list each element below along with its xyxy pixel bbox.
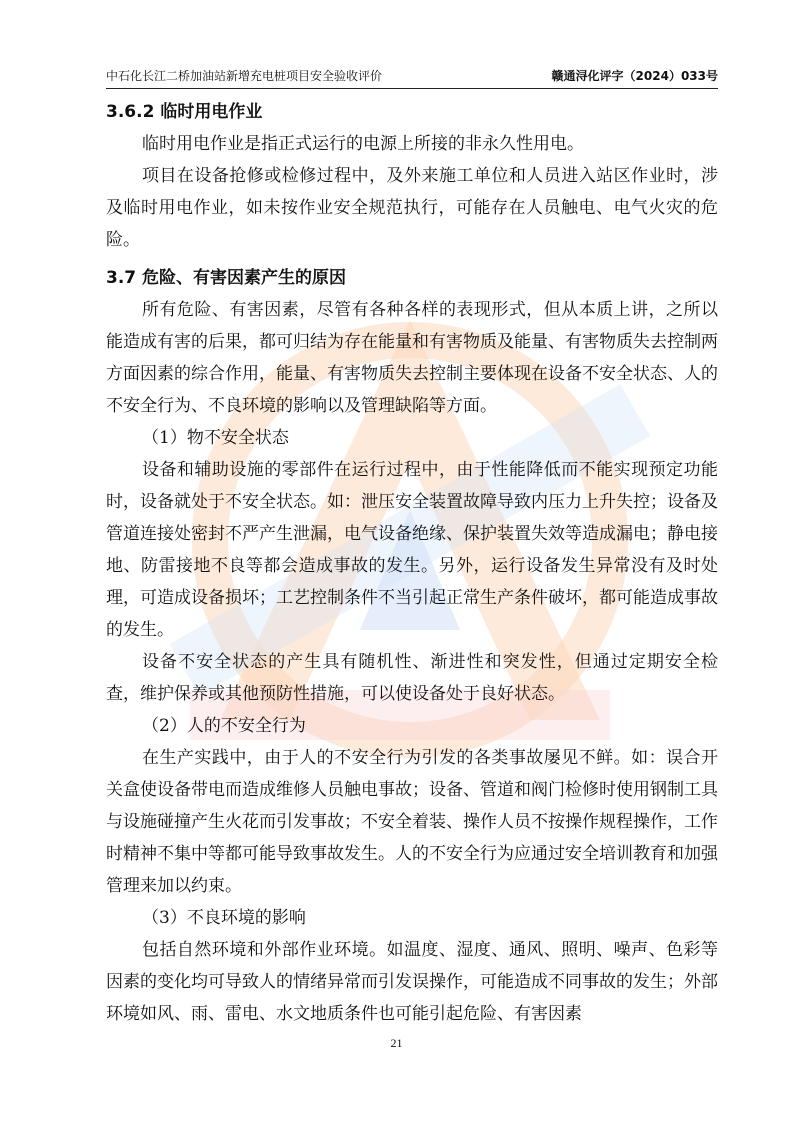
paragraph: 所有危险、有害因素，尽管有各种各样的表现形式，但从本质上讲，之所以能造成有害的后果，都可归结为存在能量和有害物质及能量、有害物质失去控制两方面因素的综合作用，能量、有害物质失去控制主要体现在设备不安全状态、人的不安全行为、不良环境的影响以及管理缺陷等方面。 [106,300,718,416]
paragraph: 临时用电作业是指正式运行的电源上所接的非永久性用电。 [142,134,584,154]
paragraph: 包括自然环境和外部作业环境。如温度、湿度、通风、照明、噪声、色彩等因素的变化均可导致人的情绪异常而引发误操作，可能造成不同事故的发生；外部环境如风、雨、雷电、水文地质条件也可能引起危险、有害因素 [106,940,718,1024]
page-body [106,96,718,1030]
list-item-title: （3）不良环境的影响 [142,908,306,928]
paragraph: 项目在设备抢修或检修过程中，及外来施工单位和人员进入站区作业时，涉及临时用电作业，如未按作业安全规范执行，可能存在人员触电、电气火灾的危险。 [106,166,718,250]
paragraph: 设备不安全状态的产生具有随机性、渐进性和突发性，但通过定期安全检查，维护保养或其他预防性措施，可以使设备处于良好状态。 [106,652,718,704]
document-title: 中石化长江二桥加油站新增充电桩项目安全验收评价 [106,69,383,83]
list-item-title: （2）人的不安全行为 [142,716,306,736]
section-heading-3-6-2: 3.6.2 临时用电作业 [106,102,263,122]
document-number: 赣通浔化评字（2024）033号 [551,69,718,83]
paragraph: 设备和辅助设施的零部件在运行过程中，由于性能降低而不能实现预定功能时，设备就处于不安全状态。如：泄压安全装置故障导致内压力上升失控；设备及管道连接处密封不严产生泄漏，电气设备绝缘、保护装置失效等造成漏电；静电接地、防雷接地不良等都会造成事故的发生。另外，运行设备发生异常没有及时处理，可造成设备损坏；工艺控制条件不当引起正常生产条件破坏，都可能造成事故的发生。 [106,460,718,640]
section-heading-3-7: 3.7 危险、有害因素产生的原因 [106,268,347,288]
paragraph: 在生产实践中，由于人的不安全行为引发的各类事故屡见不鲜。如：误合开关盒使设备带电而造成维修人员触电事故；设备、管道和阀门检修时使用钢制工具与设施碰撞产生火花而引发事故；不安全着装、操作人员不按操作规程操作，工作时精神不集中等都可能导致事故发生。人的不安全行为应通过安全培训教育和加强管理来加以约束。 [106,748,718,896]
page-number: 21 [390,1036,403,1050]
page-header [106,68,718,89]
list-item-title: （1）物不安全状态 [142,428,289,448]
